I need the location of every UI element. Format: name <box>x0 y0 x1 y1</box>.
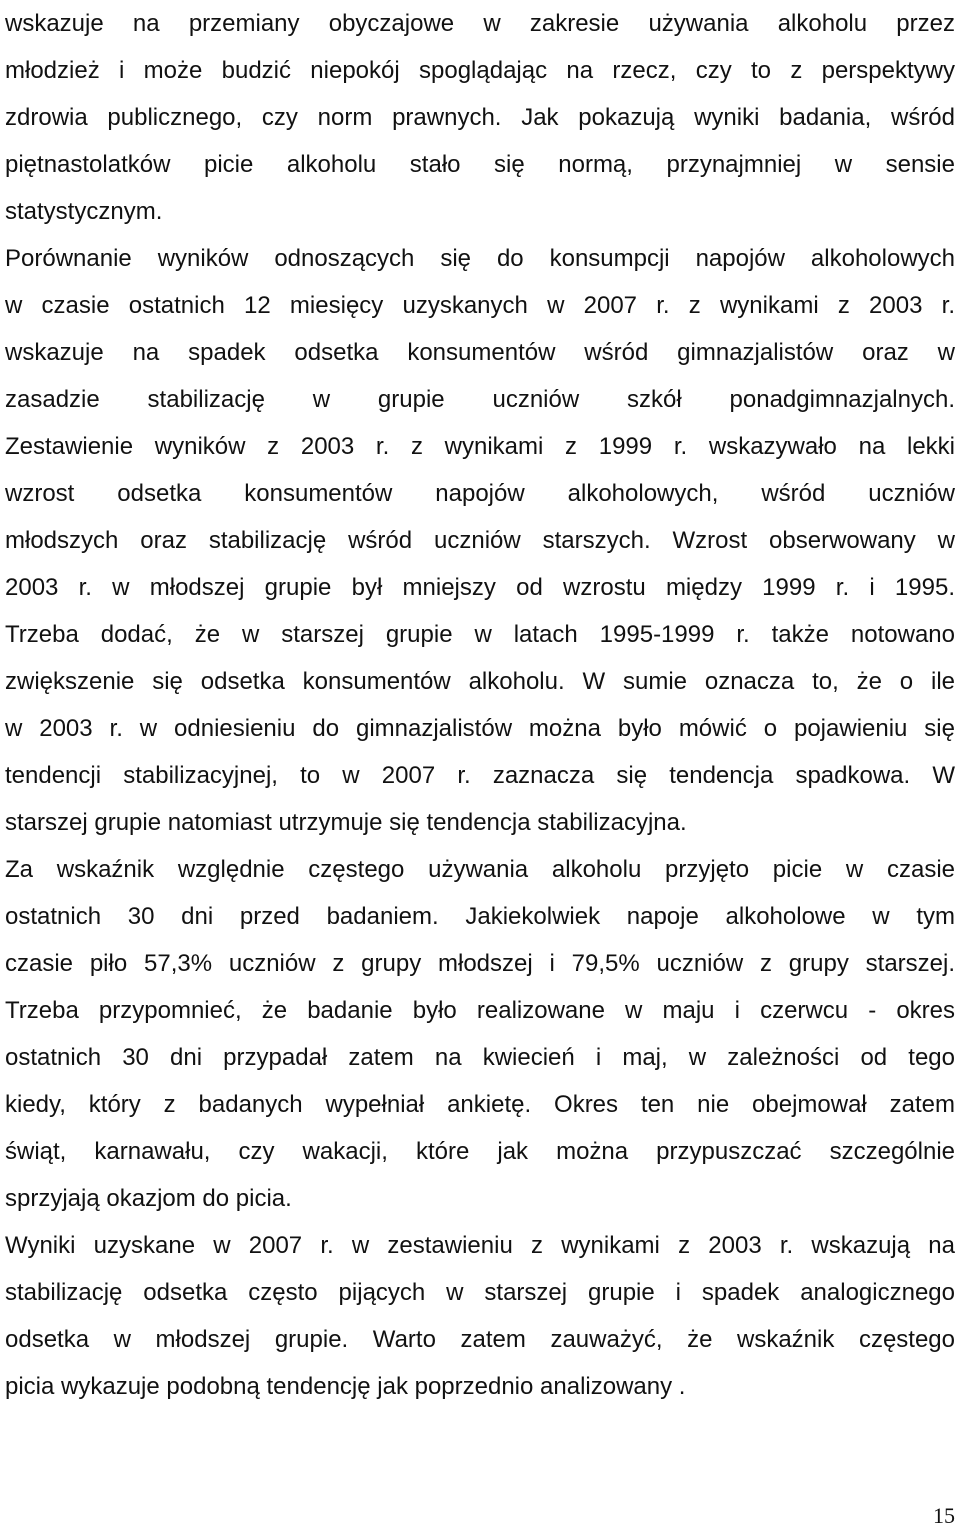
text-line: w 2003 r. w odniesieniu do gimnazjalistów można było mówić o pojawieniu się <box>5 715 955 742</box>
text-line: Trzeba przypomnieć, że badanie było realizowane w maju i czerwcu - okres <box>5 997 955 1024</box>
body-text <box>5 0 955 1410</box>
document-page <box>5 0 955 1537</box>
page-number: 15 <box>933 1503 955 1528</box>
text-line: młodzież i może budzić niepokój spoglądając na rzecz, czy to z perspektywy <box>5 57 955 84</box>
text-line: zdrowia publicznego, czy norm prawnych. Jak pokazują wyniki badania, wśród <box>5 104 955 131</box>
text-line: wzrost odsetka konsumentów napojów alkoholowych, wśród uczniów <box>5 480 955 507</box>
text-line: czasie piło 57,3% uczniów z grupy młodszej i 79,5% uczniów z grupy starszej. <box>5 950 955 977</box>
text-line: w czasie ostatnich 12 miesięcy uzyskanych w 2007 r. z wynikami z 2003 r. <box>5 292 955 319</box>
text-line: 2003 r. w młodszej grupie był mniejszy od wzrostu między 1999 r. i 1995. <box>5 574 955 601</box>
text-line: Za wskaźnik względnie częstego używania alkoholu przyjęto picie w czasie <box>5 856 955 883</box>
text-line: odsetka w młodszej grupie. Warto zatem zauważyć, że wskaźnik częstego <box>5 1326 955 1353</box>
text-line: starszej grupie natomiast utrzymuje się tendencja stabilizacyjna. <box>5 809 687 836</box>
text-line: picia wykazuje podobną tendencję jak poprzednio analizowany . <box>5 1373 686 1400</box>
text-line: młodszych oraz stabilizację wśród uczniów starszych. Wzrost obserwowany w <box>5 527 955 554</box>
text-line: tendencji stabilizacyjnej, to w 2007 r. zaznacza się tendencja spadkowa. W <box>5 762 955 789</box>
text-line: świąt, karnawału, czy wakacji, które jak można przypuszczać szczególnie <box>5 1138 955 1165</box>
text-line: ostatnich 30 dni przypadał zatem na kwiecień i maj, w zależności od tego <box>5 1044 955 1071</box>
text-line: ostatnich 30 dni przed badaniem. Jakiekolwiek napoje alkoholowe w tym <box>5 903 955 930</box>
text-line: Wyniki uzyskane w 2007 r. w zestawieniu z wynikami z 2003 r. wskazują na <box>5 1232 955 1259</box>
text-line: Trzeba dodać, że w starszej grupie w latach 1995-1999 r. także notowano <box>5 621 955 648</box>
text-line: zasadzie stabilizację w grupie uczniów szkół ponadgimnazjalnych. <box>5 386 955 413</box>
text-line: Porównanie wyników odnoszących się do konsumpcji napojów alkoholowych <box>5 245 955 272</box>
text-line: stabilizację odsetka często pijących w starszej grupie i spadek analogicznego <box>5 1279 955 1306</box>
text-line: kiedy, który z badanych wypełniał ankietę. Okres ten nie obejmował zatem <box>5 1091 955 1118</box>
text-line: wskazuje na spadek odsetka konsumentów wśród gimnazjalistów oraz w <box>5 339 955 366</box>
text-line: sprzyjają okazjom do picia. <box>5 1185 292 1212</box>
text-line: zwiększenie się odsetka konsumentów alkoholu. W sumie oznacza to, że o ile <box>5 668 955 695</box>
text-line: statystycznym. <box>5 198 163 225</box>
text-line: wskazuje na przemiany obyczajowe w zakresie używania alkoholu przez <box>5 10 955 37</box>
text-line: piętnastolatków picie alkoholu stało się normą, przynajmniej w sensie <box>5 151 955 178</box>
text-line: Zestawienie wyników z 2003 r. z wynikami z 1999 r. wskazywało na lekki <box>5 433 955 460</box>
